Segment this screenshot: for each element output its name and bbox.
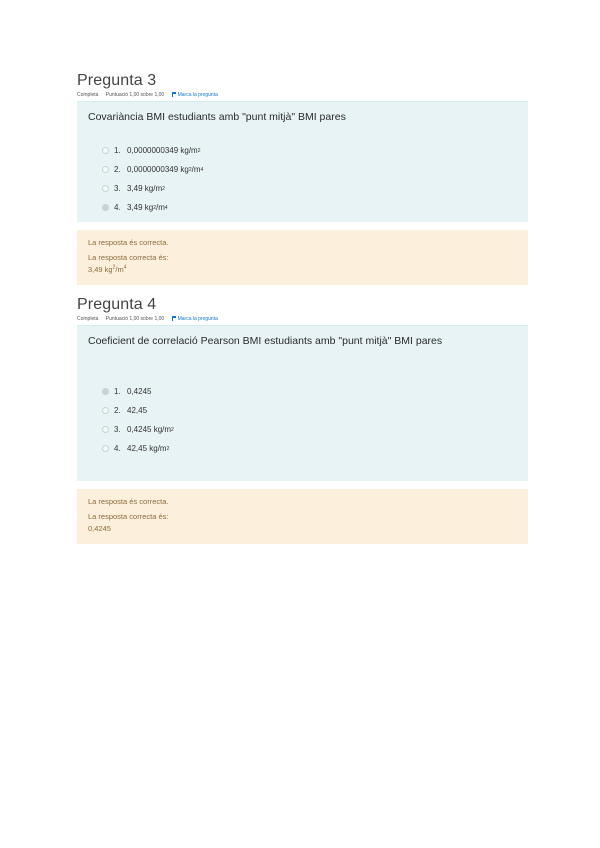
answer-option[interactable]: 1. 0,4245	[102, 382, 517, 401]
answer-option[interactable]: 1. 0,0000000349 kg/m 2	[102, 141, 517, 160]
answer-option[interactable]: 4. 42,45 kg/m 2	[102, 439, 517, 458]
question-4	[77, 296, 528, 544]
question-3	[77, 72, 528, 285]
question-title: Pregunta 4	[77, 296, 157, 313]
radio-button-selected[interactable]	[102, 204, 109, 211]
radio-button[interactable]	[102, 426, 109, 433]
question-score: Puntuació 1,00 sobre 1,00	[105, 316, 165, 322]
radio-button[interactable]	[102, 147, 109, 154]
radio-button[interactable]	[102, 185, 109, 192]
feedback-box	[77, 489, 528, 544]
answer-option[interactable]: 3. 0,4245 kg/m 2	[102, 420, 517, 439]
question-score: Puntuació 1,00 sobre 1,00	[105, 92, 165, 98]
flag-icon	[172, 92, 177, 97]
radio-button[interactable]	[102, 407, 109, 414]
feedback-status: La resposta és correcta.	[88, 497, 169, 506]
radio-button-selected[interactable]	[102, 388, 109, 395]
answer-list	[88, 382, 517, 458]
flag-question-link[interactable]: Marca la pregunta	[172, 316, 224, 322]
answer-option[interactable]: 3. 3,49 kg/m 2	[102, 179, 517, 198]
question-content	[77, 101, 528, 222]
feedback-status: La resposta és correcta.	[88, 238, 169, 247]
question-state: Completa	[77, 92, 99, 98]
feedback-box	[77, 230, 528, 285]
answer-option[interactable]: 4. 3,49 kg 2 /m 4	[102, 198, 517, 217]
question-text: Coeficient de correlació Pearson BMI estudiants amb "punt mitjà" BMI pares	[88, 335, 443, 347]
radio-button[interactable]	[102, 445, 109, 452]
flag-question-link[interactable]: Marca la pregunta	[172, 92, 224, 98]
radio-button[interactable]	[102, 166, 109, 173]
answer-list	[88, 141, 517, 217]
correct-answer-label: La resposta correcta és:	[88, 512, 169, 521]
correct-answer: 0,4245	[88, 524, 111, 533]
question-title: Pregunta 3	[77, 72, 157, 89]
answer-option[interactable]: 2. 42,45	[102, 401, 517, 420]
question-state: Completa	[77, 316, 99, 322]
correct-answer-label: La resposta correcta és:	[88, 253, 169, 262]
question-content	[77, 325, 528, 481]
question-meta	[77, 92, 528, 98]
question-text: Covariància BMI estudiants amb "punt mitjà" BMI pares	[88, 111, 346, 123]
answer-option[interactable]: 2. 0,0000000349 kg 2 /m 4	[102, 160, 517, 179]
flag-icon	[172, 316, 177, 321]
correct-answer: 3,49 $kg^2/m^4$	[88, 264, 127, 274]
question-meta	[77, 316, 528, 322]
